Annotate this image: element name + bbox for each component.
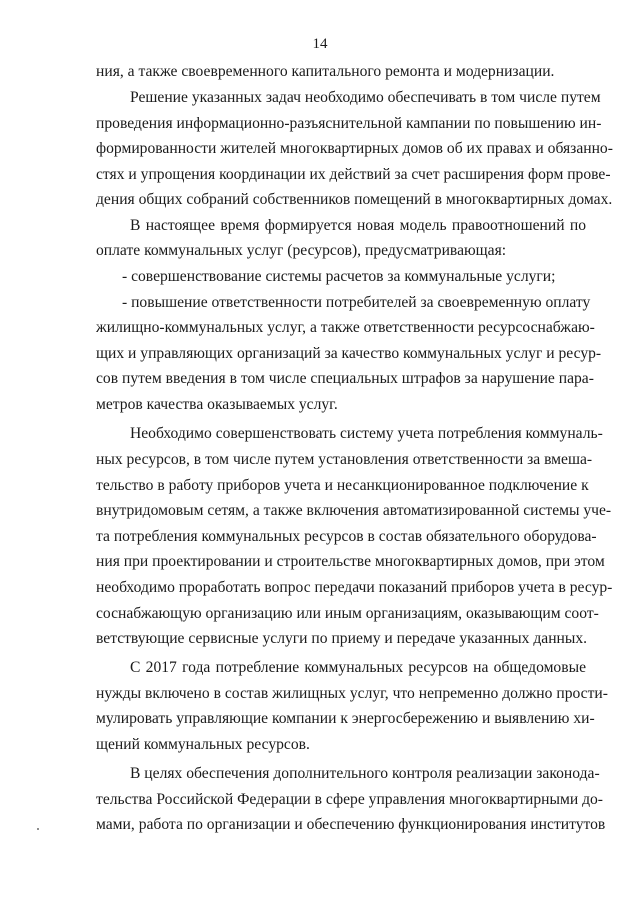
text-line: В целях обеспечения дополнительного контроля реализации законода- [130, 765, 600, 782]
text-line: дения общих собраний собственников помещений в многоквартирных домах. [96, 191, 613, 208]
page-number: 14 [312, 36, 328, 52]
text-line: проведения информационно-разъяснительной кампании по повышению ин- [96, 115, 602, 132]
text-line: нужды включено в состав жилищных услуг, что непременно должно прости- [96, 685, 608, 702]
text-line: оплате коммунальных услуг (ресурсов), предусматривающая: [96, 242, 507, 259]
text-line: сов путем введения в том числе специальных штрафов за нарушение пара- [96, 370, 594, 387]
text-line: щих и управляющих организаций за качество коммунальных услуг и ресур- [96, 345, 602, 362]
text-line: соснабжающую организацию или иным организациям, оказывающим соот- [96, 605, 599, 622]
text-line: мами, работа по организации и обеспечению функционирования институтов [96, 816, 606, 833]
text-line: мулировать управляющие компании к энергосбережению и выявлению хи- [96, 710, 595, 727]
text-line: ветствующие сервисные услуги по приему и передаче указанных данных. [96, 630, 588, 647]
text-line: ных ресурсов, в том числе путем установления ответственности за вмеша- [96, 451, 593, 468]
text-line: ния, а также своевременного капитального ремонта и модернизации. [96, 63, 555, 80]
text-line: необходимо проработать вопрос передачи показаний приборов учета в ресур- [96, 579, 613, 596]
text-line: С 2017 года потребление коммунальных ресурсов на общедомовые [130, 659, 586, 676]
text-line: стях и упрощения координации их действий за счет расширения форм прове- [96, 166, 611, 183]
text-line: Необходимо совершенствовать систему учета потребления коммуналь- [130, 425, 603, 442]
text-line: та потребления коммунальных ресурсов в состав обязательного оборудова- [96, 528, 597, 545]
text-line: жилищно-коммунальных услуг, а также ответственности ресурсоснабжаю- [96, 319, 595, 336]
text-line: тельства Российской Федерации в сфере управления многоквартирными до- [96, 791, 604, 808]
text-line: тельство в работу приборов учета и несанкционированное подключение к [96, 477, 589, 494]
list-item: - повышение ответственности потребителей за своевременную оплату [122, 294, 591, 311]
scan-speck [37, 828, 39, 830]
text-line: внутридомовым сетям, а также включения автоматизированной системы уче- [96, 502, 612, 519]
text-line: В настоящее время формируется новая модель правоотношений по [130, 217, 586, 234]
text-line: Решение указанных задач необходимо обеспечивать в том числе путем [130, 89, 601, 106]
list-item: - совершенствование системы расчетов за коммунальные услуги; [122, 268, 556, 285]
text-line: формированности жителей многоквартирных домов об их правах и обязанно- [96, 140, 613, 157]
text-line: метров качества оказываемых услуг. [96, 396, 338, 413]
text-line: ния при проектировании и строительстве многоквартирных домов, при этом [96, 553, 605, 570]
text-line: щений коммунальных ресурсов. [96, 736, 310, 753]
